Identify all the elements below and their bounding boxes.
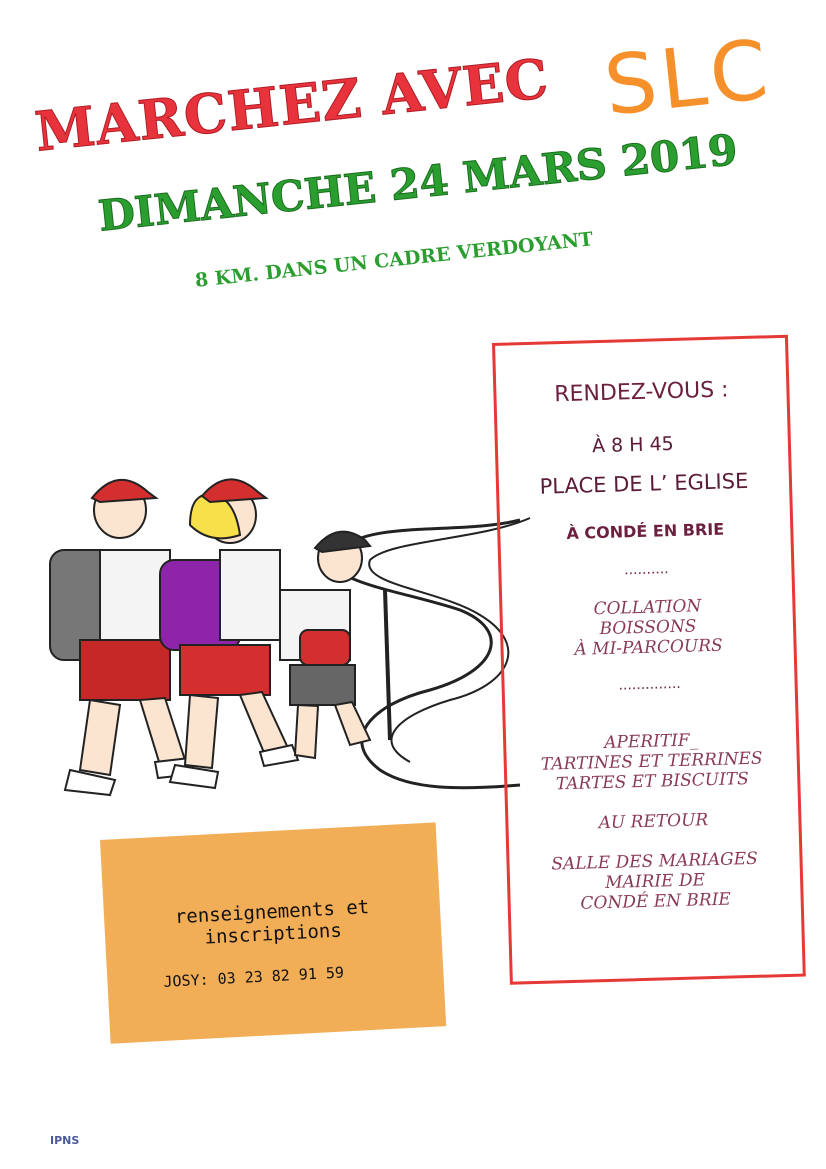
meeting-town: À CONDÉ EN BRIE <box>566 519 725 543</box>
collation-line: À MI-PARCOURS <box>574 635 723 660</box>
collation-block <box>502 594 794 662</box>
aperitif-block <box>506 728 798 796</box>
divider-dots: .......... <box>623 561 669 579</box>
hikers-illustration <box>40 440 560 820</box>
venue-line: CONDÉ EN BRIE <box>580 889 732 914</box>
venue-block <box>509 848 801 916</box>
ipns-mark: IPNS <box>50 1134 80 1147</box>
rendezvous-heading: RENDEZ-VOUS : <box>553 377 729 408</box>
divider-dots: .............. <box>618 675 681 694</box>
aperitif-line: TARTINES ET TERRINES <box>540 748 763 775</box>
contact-box <box>100 822 446 1043</box>
collation-line: COLLATION <box>593 596 702 620</box>
collation-line: BOISSONS <box>599 616 697 640</box>
event-subtitle: 8 KM. DANS UN CADRE VERDOYANT <box>194 228 595 292</box>
aperitif-line: TARTES ET BISCUITS <box>555 769 750 795</box>
meeting-place: PLACE DE L’ EGLISE <box>539 468 749 499</box>
meeting-time: À 8 H 45 <box>591 432 675 458</box>
contact-label <box>124 893 422 952</box>
event-date: DIMANCHE 24 MARS 2019 <box>96 124 740 241</box>
contact-label-line: renseignements et <box>174 896 370 929</box>
return-note: AU RETOUR <box>598 810 709 834</box>
aperitif-line: APERITIF_ <box>603 730 699 754</box>
venue-line: MAIRIE DE <box>604 870 706 894</box>
brand-logo-text: SLC <box>600 22 777 135</box>
venue-line: SALLE DES MARIAGES <box>551 848 759 875</box>
info-box <box>492 335 806 985</box>
contact-phone: JOSY: 03 23 82 91 59 <box>163 963 345 991</box>
contact-label-line: inscriptions <box>204 919 343 949</box>
event-title: MARCHEZ AVEC <box>32 46 552 164</box>
